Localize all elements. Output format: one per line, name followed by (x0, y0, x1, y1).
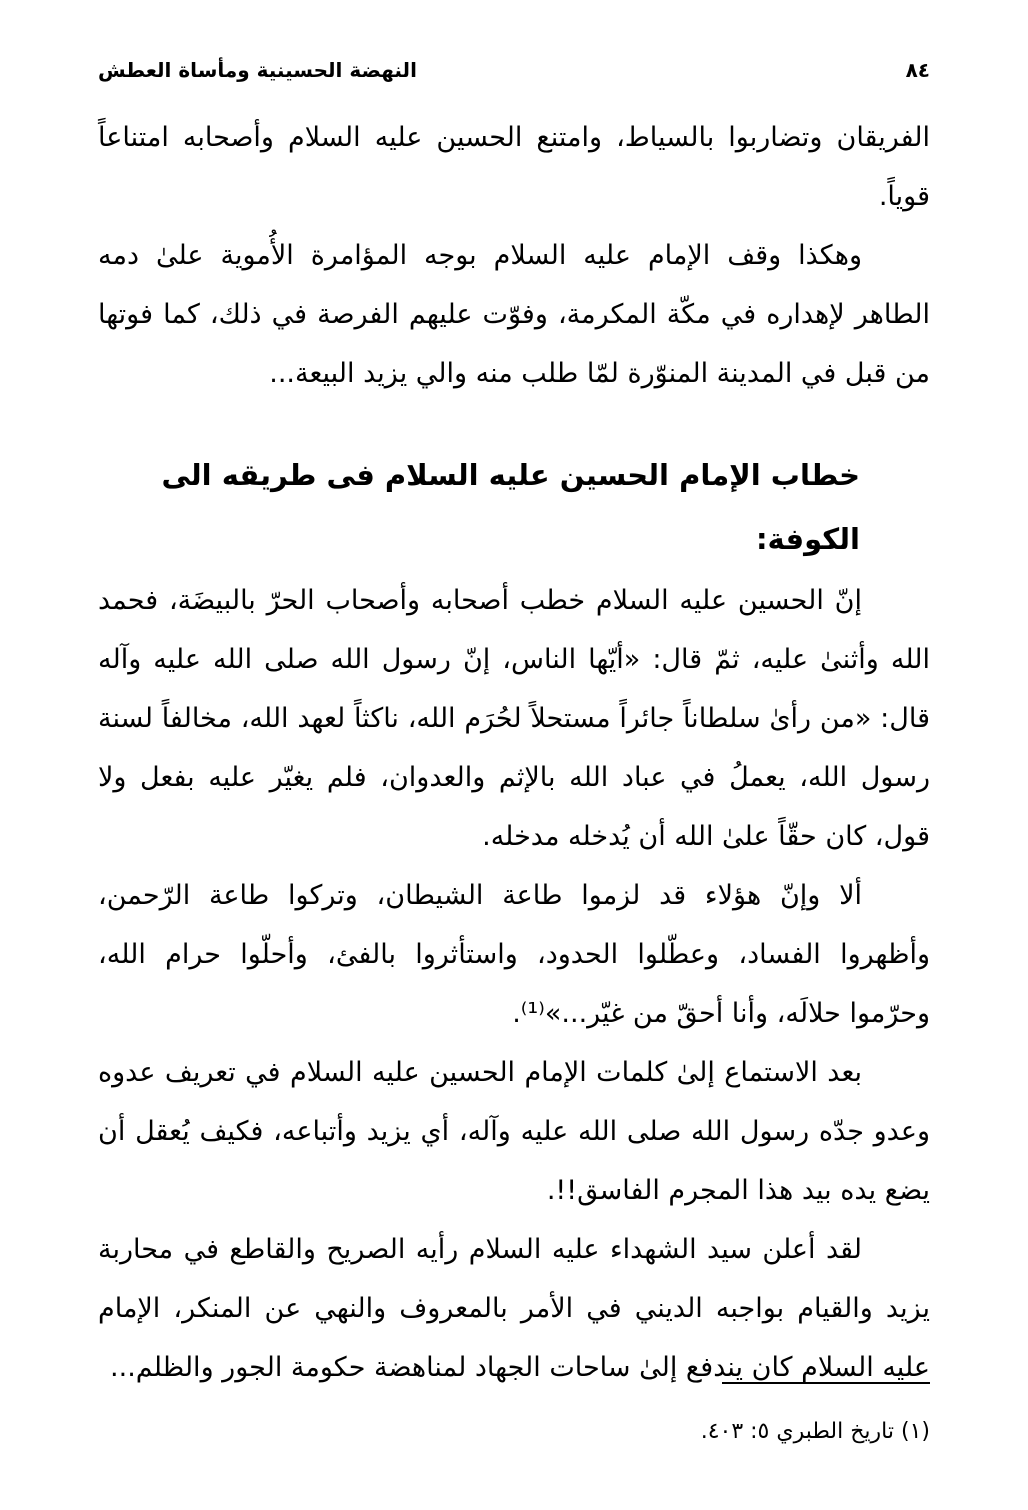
footnote-divider (722, 1382, 930, 1384)
paragraph-4: ألا وإنّ هؤلاء قد لزموا طاعة الشيطان، وتركوا طاعة الرّحمن، وأظهروا الفساد، وعطّلوا الحدود، واستأثروا بالفئ، وأحلّوا حرام الله، وحرّموا حلالَه، وأنا أحقّ من غيّر...»⁽¹⁾. (98, 880, 930, 1029)
paragraph-3: إنّ الحسين عليه السلام خطب أصحابه وأصحاب الحرّ بالبيضَة، فحمد الله وأثنىٰ عليه، ثمّ قال: «أيّها الناس، إنّ رسول الله صلى الله عليه وآله قال: «من رأىٰ سلطاناً جائراً مستحلاً لحُرَم الله، ناكثاً لعهد الله، مخالفاً لسنة رسول الله، يعملُ في عباد الله بالإثم والعدوان، فلم يغيّر عليه بفعل ولا قول، كان حقّاً علىٰ الله أن يُدخله مدخله. (98, 585, 930, 852)
body-text (98, 108, 930, 1397)
running-header (98, 50, 930, 90)
paragraph-5: بعد الاستماع إلىٰ كلمات الإمام الحسين عليه السلام في تعريف عدوه وعدو جدّه رسول الله صلى الله عليه وآله، أي يزيد وأتباعه، فكيف يُعقل أن يضع يده بيد هذا المجرم الفاسق!!. (98, 1057, 930, 1206)
footnote: (١) تاريخ الطبري ٥: ٤٠٣. (700, 1419, 930, 1444)
document-page (98, 40, 930, 1480)
paragraph-6: لقد أعلن سيد الشهداء عليه السلام رأيه الصريح والقاطع في محاربة يزيد والقيام بواجبه الديني في الأمر بالمعروف والنهي عن المنكر، الإمام عليه السلام كان يندفع إلىٰ ساحات الجهاد لمناهضة حكومة الجور والظلم... (98, 1234, 930, 1383)
section-heading: خطاب الإمام الحسين عليه السلام فى طريقه الى الكوفة: (161, 458, 860, 556)
paragraph-2: وهكذا وقف الإمام عليه السلام بوجه المؤامرة الأُموية علىٰ دمه الطاهر لإهداره في مكّة المكرمة، وفوّت عليهم الفرصة في ذلك، كما فوتها من قبل في المدينة المنوّرة لمّا طلب منه والي يزيد البيعة... (98, 240, 930, 389)
paragraph-1: الفريقان وتضاربوا بالسياط، وامتنع الحسين عليه السلام وأصحابه امتناعاً قوياً. (98, 122, 930, 212)
section-spacer (98, 403, 930, 443)
book-title: النهضة الحسينية ومأساة العطش (98, 58, 417, 82)
page-number: ٨٤ (905, 58, 930, 82)
